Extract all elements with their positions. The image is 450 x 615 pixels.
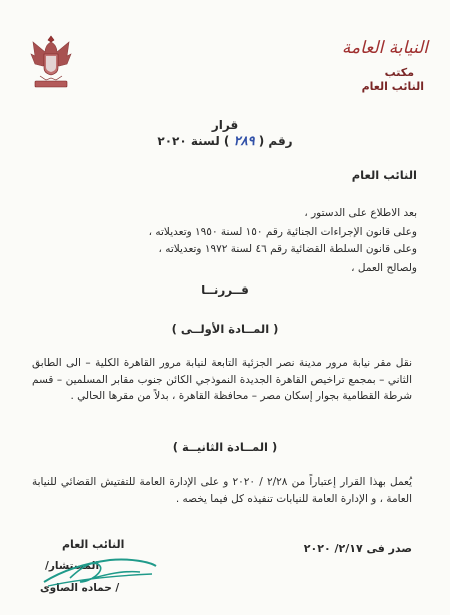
preamble-line: ولصالح العمل ،: [351, 262, 417, 274]
signatory-title: النائب العام: [62, 538, 125, 551]
decree-number: [0, 134, 450, 149]
decided-heading: قــررنــا: [201, 283, 249, 297]
preamble-line: وعلى قانون السلطة القضائية رقم ٤٦ لسنة ١٩٧٢ وتعديلاته ،: [158, 243, 417, 255]
signatory-rank: المستشار/: [45, 560, 100, 572]
eagle-emblem-icon: [28, 32, 74, 90]
decree-number-handwritten: ٢٨٩: [233, 134, 255, 149]
decree-title: قرار: [211, 118, 239, 132]
article-1-heading: ( المــادة الأولــى ): [171, 322, 279, 336]
decree-number-prefix: رقم (: [258, 134, 293, 148]
article-2-heading: ( المــادة الثانيــة ): [172, 440, 278, 454]
signatory-name: / حماده الصاوى: [40, 582, 120, 594]
issue-date: صدر فى ٢/١٧/ ٢٠٢٠: [303, 542, 412, 555]
office-name: النائب العام: [361, 80, 424, 93]
handwritten-signature-icon: [40, 552, 160, 592]
decree-number-suffix: ) لسنة ٢٠٢٠: [157, 134, 230, 148]
office-label: مكتب: [384, 66, 414, 79]
preamble-line: وعلى قانون الإجراءات الجنائية رقم ١٥٠ لسنة ١٩٥٠ وتعديلاته ،: [148, 226, 417, 238]
article-1-text: نقل مقر نيابة مرور مدينة نصر الجزئية التابعة لنيابة مرور القاهرة الكلية – الى الطابق الثاني – بمجمع تراخيص القاهرة الجديدة النموذجي الكائن جنوب مقابر المسلمين – قسم شرطة القطامية بجوار إسكان مصر – محافظة القاهرة ، بدلاً من مقرها الحالي .: [32, 357, 412, 402]
authority-heading: النائب العام: [351, 168, 417, 182]
article-2-text: يُعمل بهذا القرار إعتباراً من ٢/٢٨ / ٢٠٢٠ و على الإدارة العامة للتفتيش القضائي للنيابة العامة ، و الإدارة العامة للنيابات تنفيذه كل فيما يخصه .: [32, 476, 413, 505]
org-title: النيابة العامة: [341, 38, 428, 58]
preamble-line: بعد الاطلاع على الدستور ،: [304, 207, 417, 219]
